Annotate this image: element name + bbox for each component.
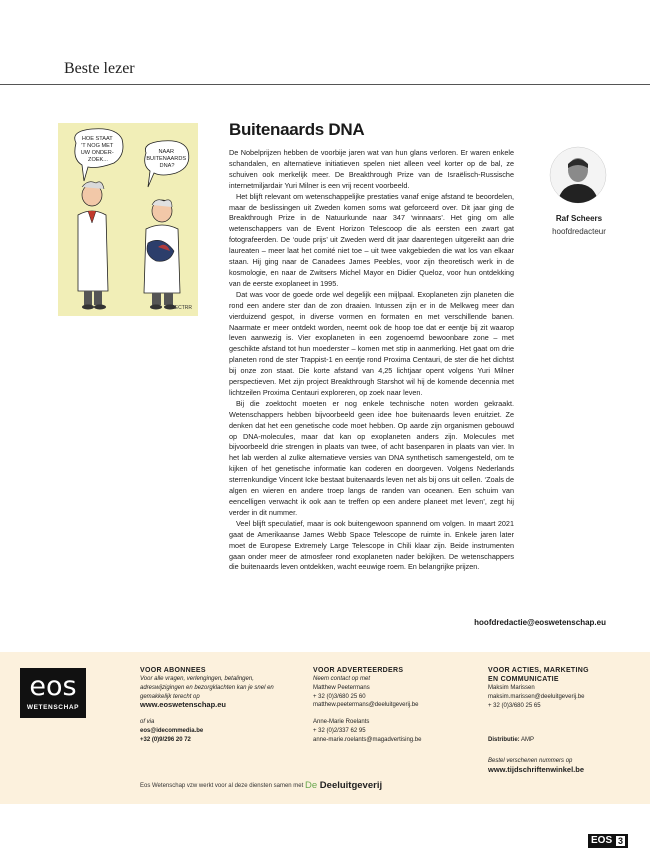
back-issues-text: Bestel verschenen nummers op bbox=[488, 758, 573, 765]
author-role: hoofdredacteur bbox=[552, 227, 606, 236]
advertisers-contact-phone: + 32 (0)3/680 25 60 bbox=[313, 693, 366, 700]
bubble-left-line-3: UW ONDER- bbox=[80, 150, 114, 156]
logo-main-text: eos bbox=[29, 671, 77, 702]
article-paragraph: De Nobelprijzen hebben de voorbije jaren wat van hun glans verloren. Er waren enkele schandalen, en alternatieve initiatieven spelen niet alleen veel korter op de bal, ze schuiven ook merkelijk meer. De Breakthrough Prize van de Israëlisch-Russische internetmiljardair Yuri Milner is een vrij recent voorbeeld. bbox=[229, 148, 514, 190]
advertisers-intro: Neem contact op met bbox=[313, 676, 371, 682]
cartoon-signature: LECTRR bbox=[172, 305, 193, 311]
subscribers-email-link[interactable]: eos@idecommedia.be bbox=[140, 727, 204, 734]
bubble-left-line-1: HOE STAAT bbox=[81, 136, 113, 142]
distribution-value: AMP bbox=[521, 737, 535, 744]
subscribers-heading: VOOR ABONNEES bbox=[140, 667, 206, 674]
bubble-right-line-1: NAAR bbox=[158, 149, 174, 155]
editor-email-link[interactable]: hoofdredactie@eoswetenschap.eu bbox=[474, 618, 606, 627]
article-paragraph: Het blijft relevant om wetenschappelijke prestaties vanaf enige afstand te beoordelen, maar de beslissingen uit Zweden komen soms wat geforceerd over. Dit jaar ging de Breakthrough Prize in de Natuurkunde naar 347 ‘winnaars’. Het ging om alle wetenschappers van de Event Horizon Telescoop die als eersten een zwart gat fotografeerden. De ‘oude prijs’ uit Zweden werd dit jaar daarentegen uitgereikt aan drie laureaten – meer laat het comité niet toe – uit twee vakgebieden die wat los van elkaar staan. Hij ging naar de Canadees James Peebles, voor zijn theoretisch werk in de kosmologie, en naar de Zwitsers Michel Mayor en Didier Queloz, voor hun ontdekking van de eerste exoplaneet in 1995. bbox=[229, 191, 514, 288]
marketing-heading: VOOR ACTIES, MARKETING bbox=[488, 667, 589, 674]
back-issues-link[interactable]: www.tijdschriftenwinkel.be bbox=[488, 764, 584, 774]
marketing-contact-name: Maksim Marissen bbox=[488, 685, 535, 691]
advertisers-contact-email[interactable]: matthew.peetermans@deeluitgeverij.be bbox=[313, 702, 419, 709]
subscribers-site-link[interactable]: www.eoswetenschap.eu bbox=[140, 700, 226, 710]
marketing-column bbox=[488, 666, 638, 775]
partner-note: Eos Wetenschap vzw werkt voor al deze diensten samen met bbox=[140, 783, 304, 789]
marketing-heading-2: EN COMMUNICATIE bbox=[488, 676, 559, 683]
logo-sub-text: WETENSCHAP bbox=[26, 704, 80, 711]
page-number: 3 bbox=[617, 836, 623, 846]
marketing-contact-phone: + 32 (0)3/680 25 65 bbox=[488, 702, 541, 709]
bubble-left-line-4: ZOEK... bbox=[88, 157, 108, 163]
subscribers-or-via: of via bbox=[140, 719, 155, 726]
footer-info-band bbox=[0, 652, 650, 804]
top-rule bbox=[0, 84, 650, 85]
advertisers-contact-name: Matthew Peetermans bbox=[313, 684, 370, 691]
subscribers-column bbox=[140, 666, 290, 745]
article-paragraph: Dat was voor de goede orde wel degelijk een mijlpaal. Exoplaneten zijn planeten die rond een andere ster dan de zon draaien. Intussen zijn er in de Melkweg meer dan vierduizend gespot, in diverse vormen en formaten en met verschillende banen. Naarmate er meer ontdekt worden, neemt ook de hoop toe dat er eentje bij zit waarop leven aanwezig is. Vier exoplaneten in een zogenoemd bewoonbare zone – met geschikte afstand tot hun moederster – komen met stip in aanmerking. Het gaat om drie planeten rond de ster Trappist-1 en eentje rond Proxima Centauri, de ster die het dichtst bij onze zon staat. Die korte afstand van 4,25 lichtjaar opent volgens Yuri Milner perspectieven. Met zijn project Breakthrough Starshot wil hij de komende decennia met lichtzeilen Proxima Centauri exploreren, op zoek naar leven. bbox=[229, 289, 514, 397]
article-paragraph: Bij die zoektocht moeten er nog enkele technische noten worden gekraakt. Wetenschappers hebben bijvoorbeeld geen idee hoe buitenaards leven eruitziet. Ze denken dat het een genetische code moet hebben. Op aarde zijn organismen gebouwd op DNA-molecules, maar dat kan op exoplaneten anders zijn. Molecules met bijvoorbeeld drie strengen in plaats van twee, of acht basenparen in plaats van vier. In het lab werden al zulke alternatieve versies van DNA synthetisch samengesteld, om te kijken of het genetische informatie kan coderen en doorgeven. Volgens Nederlands sterrenkundige Vincent Icke bestaat buitenaards leven net als bij ons uit cellen. ‘Zoals de algen en wieren en andere troep langs de randen van oceanen. Een schuim van eencelligen verwacht ik ook aan te treffen op een andere planeet met leven’, zegt hij verder in dit nummer. bbox=[229, 398, 514, 517]
distribution-line bbox=[488, 736, 638, 745]
bubble-left-line-2: 'T NOG MET bbox=[81, 143, 114, 149]
advertisers-contact-phone: + 32 (0)2/337 62 95 bbox=[313, 727, 366, 734]
author-name: Raf Scheers bbox=[555, 214, 603, 223]
article-body bbox=[229, 148, 514, 573]
advertisers-column bbox=[313, 666, 473, 745]
advertisers-contact-name: Anne-Marie Roelants bbox=[313, 719, 370, 726]
partner-name: Deeluitgeverij bbox=[319, 780, 383, 791]
marketing-contact-email[interactable]: maksim.marissen@deeluitgeverij.be bbox=[488, 693, 585, 700]
eos-logo bbox=[20, 668, 86, 718]
subscribers-phone: +32 (0)9/296 20 72 bbox=[140, 736, 191, 743]
distribution-label: Distributie: bbox=[488, 737, 520, 744]
bubble-right-line-2: BUITENAARDS bbox=[146, 156, 187, 162]
partner-prefix: De bbox=[305, 780, 318, 791]
cartoon-illustration bbox=[58, 123, 198, 316]
author-photo bbox=[549, 146, 607, 204]
bubble-right-line-3: DNA? bbox=[159, 163, 175, 169]
page-number-tag bbox=[588, 834, 628, 848]
advertisers-contact-email[interactable]: anne-marie.roelants@magadvertising.be bbox=[313, 736, 422, 743]
article-paragraph: Veel blijft speculatief, maar is ook buitengewoon spannend om volgen. In maart 2021 gaat de Amerikaanse James Webb Space Telescope de ruimte in. Enkele jaren later moet de Europese Extremely Large Telescope in Chili klaar zijn. Beide instrumenten gaan onder meer de atmosfeer rond exoplaneten nader bekijken. De wetenschappers die buitenaards leven ontdekken, wacht eeuwige roem. En belangrijke prijzen. bbox=[229, 518, 514, 572]
page-brand: EOS bbox=[591, 835, 613, 846]
partner-logo bbox=[305, 780, 382, 791]
advertisers-heading: VOOR ADVERTEERDERS bbox=[313, 667, 404, 674]
section-title: Beste lezer bbox=[64, 60, 135, 77]
subscribers-intro: Voor alle vragen, verlengingen, betalingen, adreswijzigingen en bezorgklachten kan je snel en gemakkelijk terecht op bbox=[140, 676, 274, 700]
article-title: Buitenaards DNA bbox=[229, 120, 365, 139]
